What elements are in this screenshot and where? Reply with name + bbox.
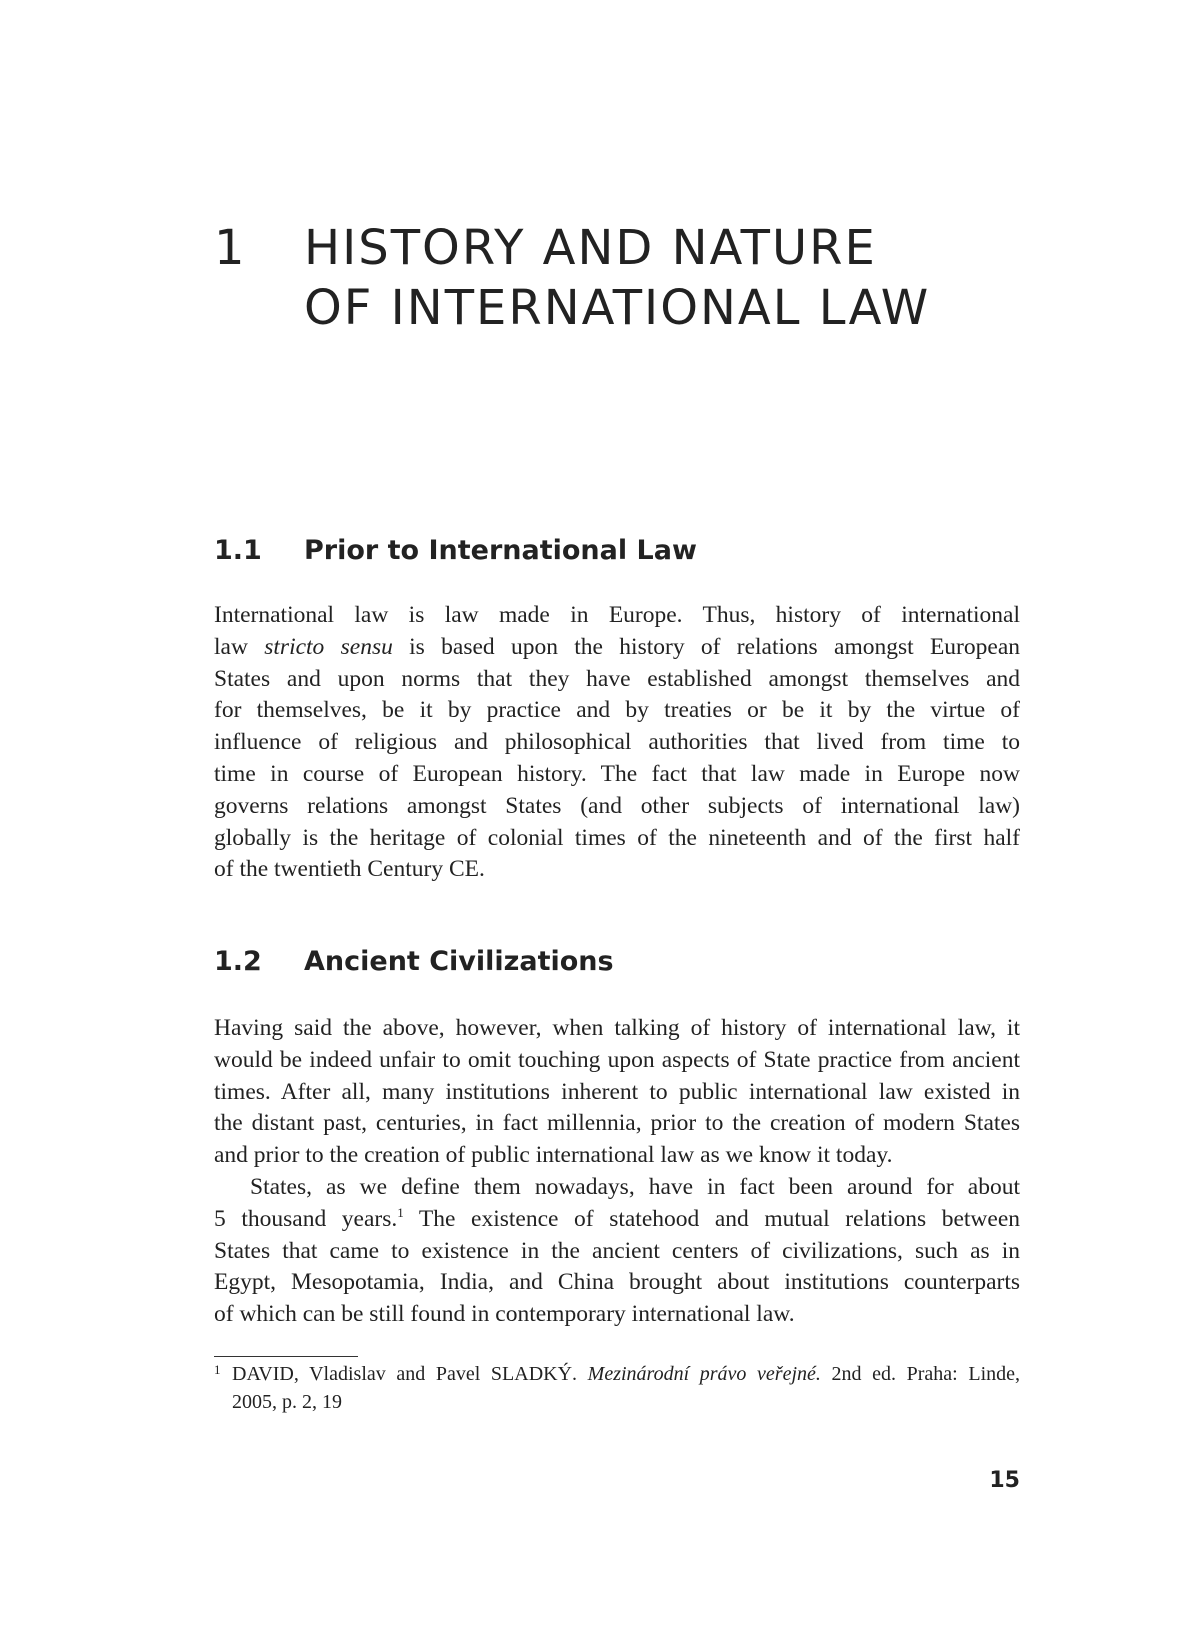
text-line: governs relations amongst States (and other subjects of international law) xyxy=(214,792,1020,819)
text-line xyxy=(214,632,1020,664)
text-fragment: is based upon the history of relations amongst European xyxy=(409,633,1020,660)
paragraph-prior-to-international-law xyxy=(214,600,1020,886)
text-line: times. After all, many institutions inherent to public international law existed in xyxy=(214,1078,1020,1105)
text-line: the distant past, centuries, in fact millennia, prior to the creation of modern States xyxy=(214,1110,1020,1137)
text-line: would be indeed unfair to omit touching upon aspects of State practice from ancient xyxy=(214,1046,1020,1073)
section-title: Prior to International Law xyxy=(304,535,697,566)
text-line: Egypt, Mesopotamia, India, and China brought about institutions counterparts xyxy=(214,1269,1020,1296)
text-line: States that came to existence in the ancient centers of civilizations, such as in xyxy=(214,1237,1020,1264)
footnote-mark: 1 xyxy=(214,1362,221,1377)
section-title: Ancient Civilizations xyxy=(304,946,614,977)
text-line: of the twentieth Century CE. xyxy=(214,856,485,883)
italic-term: stricto sensu xyxy=(264,633,393,660)
footnote xyxy=(214,1360,1020,1416)
section-number: 1.2 xyxy=(214,946,262,977)
text-line: States and upon norms that they have established amongst themselves and xyxy=(214,665,1020,692)
text-line: influence of religious and philosophical authorities that lived from time to xyxy=(214,729,1020,756)
chapter-title xyxy=(304,218,1034,338)
chapter-number: 1 xyxy=(214,220,247,276)
text-line: globally is the heritage of colonial times of the nineteenth and of the first half xyxy=(214,824,1020,851)
footnote-line: 2005, p. 2, 19 xyxy=(232,1391,342,1413)
footnote-title: Mezinárodní právo veřejné. xyxy=(587,1363,821,1385)
footnote-body xyxy=(232,1360,1020,1416)
text-line: of which can be still found in contemporary international law. xyxy=(214,1301,795,1328)
text-line: International law is law made in Europe. Thus, history of international xyxy=(214,602,1020,628)
chapter-title-line-1: HISTORY AND NATURE xyxy=(304,220,877,276)
paragraph-ancient-civilizations-2 xyxy=(214,1172,1020,1331)
text-line: time in course of European history. The fact that law made in Europe now xyxy=(214,760,1020,787)
page-number: 15 xyxy=(989,1468,1020,1493)
text-line: States, as we define them nowadays, have in fact been around for about xyxy=(250,1174,1020,1200)
text-line: and prior to the creation of public international law as we know it today. xyxy=(214,1142,893,1169)
paragraph-ancient-civilizations-1 xyxy=(214,1013,1020,1172)
footnote-publication: 2nd ed. Praha: Linde, xyxy=(831,1363,1021,1385)
text-line: for themselves, be it by practice and by treaties or be it by the virtue of xyxy=(214,697,1020,724)
text-line xyxy=(214,1204,1020,1236)
text-fragment: 5 thousand years. xyxy=(214,1205,398,1232)
chapter-title-line-2: OF INTERNATIONAL LAW xyxy=(304,280,931,336)
section-number: 1.1 xyxy=(214,535,262,566)
text-line: Having said the above, however, when talking of history of international law, it xyxy=(214,1015,1020,1041)
footnote-divider xyxy=(214,1356,358,1357)
footnote-line xyxy=(232,1360,1020,1388)
text-fragment: The existence of statehood and mutual relations between xyxy=(418,1205,1021,1232)
footnote-reference[interactable]: 1 xyxy=(397,1204,404,1220)
footnote-author: DAVID, Vladislav and Pavel SLADKÝ. xyxy=(232,1363,578,1385)
text-fragment: law xyxy=(214,633,248,660)
